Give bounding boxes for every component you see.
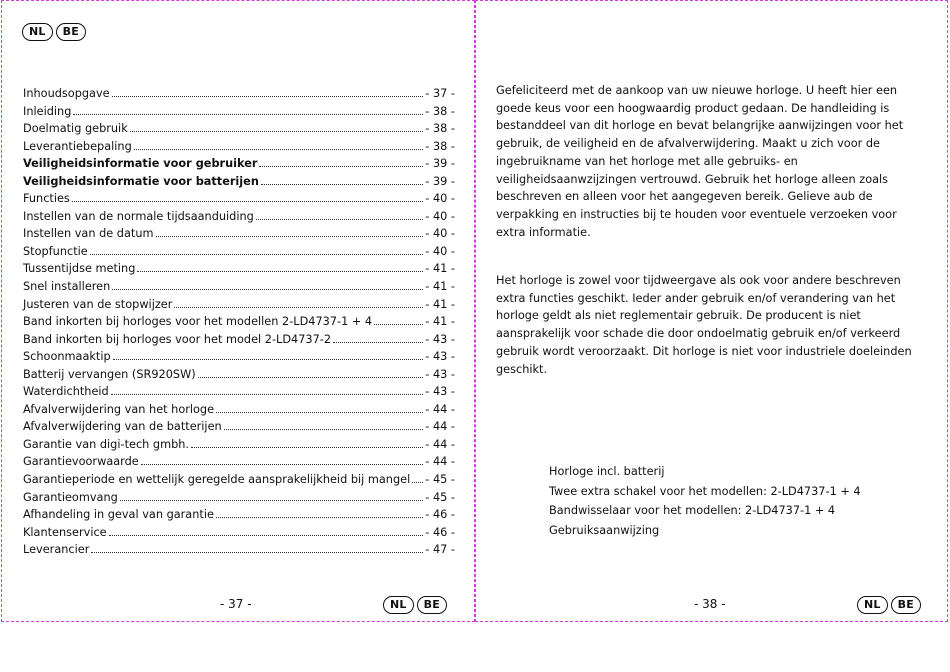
toc-entry-title: Justeren van de stopwijzer xyxy=(23,297,173,311)
toc-entry-title: Inhoudsopgave xyxy=(23,87,110,100)
toc-entry-page: - 40 - xyxy=(425,209,455,223)
toc-entry xyxy=(23,298,455,316)
toc-entry-title: Leverantiebepaling xyxy=(23,139,132,153)
toc-leader-dots xyxy=(198,377,424,378)
toc-entry-page: - 38 - xyxy=(425,139,455,153)
intro-paragraph: Gefeliciteerd met de aankoop van uw nieuwe horloge. U heeft hier een goede keus voor een hoogwaardig product gedaan. De handleiding is bestanddeel van dit horloge en bevat belangrijke aanwijzingen voor het gebruik, de veiligheid en de afvalverwijdering. Maakt u zich voor de ingebruikname van het horloge met alle gebruiks- en veiligheidsaanwzijzingen vertrouwd. Gebruik het horloge alleen zoals beschreven en alleen voor het aangegeven bereik. Gelieve aub de verpakking en instructies bij te houden voor eventuele verzoeken voor extra informatie. xyxy=(496,84,904,239)
list-item: Bandwisselaar voor het modellen: 2-LD4737-1 + 4 xyxy=(549,504,836,517)
language-badge-nl: NL xyxy=(383,596,414,614)
toc-entry-page: - 41 - xyxy=(425,280,455,294)
toc-entry-page: - 41 - xyxy=(425,262,455,276)
package-contents-list xyxy=(549,462,861,540)
page-number-right: - 38 - xyxy=(694,597,726,611)
toc-entry-page: - 45 - xyxy=(425,490,455,504)
toc-entry xyxy=(23,350,455,368)
toc-entry xyxy=(23,105,455,123)
toc-entry-page: - 39 - xyxy=(425,157,455,171)
toc-entry xyxy=(23,227,455,245)
toc-entry-title: Garantie van digi-tech gmbh. xyxy=(23,437,190,451)
toc-leader-dots xyxy=(224,429,424,430)
toc-leader-dots xyxy=(333,342,423,343)
toc-entry xyxy=(23,508,455,526)
language-badge-nl: NL xyxy=(857,596,888,614)
toc-entry-page: - 45 - xyxy=(425,473,455,487)
toc-leader-dots xyxy=(259,166,423,167)
toc-leader-dots xyxy=(137,271,423,272)
language-badges-top xyxy=(22,23,86,41)
toc-entry-page: - 41 - xyxy=(425,315,455,329)
toc-entry xyxy=(23,280,455,298)
toc-entry xyxy=(23,192,455,210)
toc-entry-title: Afhandeling in geval van garantie xyxy=(23,508,214,522)
usage-paragraph: Het horloge is zowel voor tijdweergave als ook voor andere beschreven extra functies geschikt. Ieder ander gebruik en/of verandering van het horloge geldt als niet reglementair gebruik. De producent is niet aansprakelijk voor schade die door ondoelmatig gebruik en/of verkeerd gebruik wordt veroorzaakt. Dit horloge is niet voor industriele doeleinden geschikt. xyxy=(496,274,912,376)
toc-entry-page: - 40 - xyxy=(425,227,455,241)
toc-leader-dots xyxy=(156,236,424,237)
toc-entry xyxy=(23,262,455,280)
toc-entry-page: - 46 - xyxy=(425,508,455,522)
toc-leader-dots xyxy=(90,254,424,255)
language-badge-be: BE xyxy=(891,596,921,614)
toc-leader-dots xyxy=(73,114,423,115)
toc-entry xyxy=(23,403,455,421)
left-page xyxy=(1,0,475,622)
toc-entry-title: Band inkorten bij horloges voor het modellen 2-LD4737-1 + 4 xyxy=(23,315,373,329)
toc-entry xyxy=(23,122,455,140)
toc-entry xyxy=(23,473,455,491)
toc-entry-title: Inleiding xyxy=(23,104,72,118)
toc-entry xyxy=(23,438,455,456)
toc-entry-title: Klantenservice xyxy=(23,525,107,539)
toc-leader-dots xyxy=(112,289,423,290)
toc-leader-dots xyxy=(134,149,424,150)
toc-entry-page: - 40 - xyxy=(425,244,455,258)
toc-leader-dots xyxy=(120,500,424,501)
toc-entry xyxy=(23,140,455,158)
toc-entry-title: Batterij vervangen (SR920SW) xyxy=(23,367,196,381)
toc-leader-dots xyxy=(130,131,424,132)
toc-entry-page: - 41 - xyxy=(425,297,455,311)
toc-entry-page: - 39 - xyxy=(425,174,455,188)
toc-entry-title: Leverancier xyxy=(23,543,90,557)
toc-leader-dots xyxy=(216,517,423,518)
toc-entry xyxy=(23,420,455,438)
language-badges-footer-left xyxy=(383,596,447,614)
toc-entry-page: - 47 - xyxy=(425,543,455,557)
toc-entry-title: Afvalverwijdering van de batterijen xyxy=(23,420,222,434)
toc-entry-title: Instellen van de normale tijdsaanduiding xyxy=(23,209,254,223)
toc-entry-page: - 40 - xyxy=(425,192,455,206)
toc-leader-dots xyxy=(216,412,423,413)
right-page xyxy=(475,0,948,622)
page-number-left: - 37 - xyxy=(220,597,252,611)
toc-entry-title: Stopfunctie xyxy=(23,244,88,258)
toc-entry xyxy=(23,175,455,193)
toc-entry-page: - 38 - xyxy=(425,104,455,118)
toc-leader-dots xyxy=(256,219,423,220)
toc-entry-page: - 43 - xyxy=(425,367,455,381)
toc-leader-dots xyxy=(111,394,424,395)
toc-entry xyxy=(23,87,455,105)
language-badge-nl: NL xyxy=(22,23,53,41)
language-badge-be: BE xyxy=(56,23,86,41)
toc-entry xyxy=(23,157,455,175)
toc-entry xyxy=(23,455,455,473)
toc-entry-title: Garantieomvang xyxy=(23,490,118,504)
toc-entry xyxy=(23,315,455,333)
toc-leader-dots xyxy=(112,96,424,97)
toc-entry-title: Waterdichtheid xyxy=(23,385,109,399)
toc-entry-page: - 44 - xyxy=(425,402,455,416)
list-item: Gebruiksaanwijzing xyxy=(549,523,660,537)
toc-entry-page: - 46 - xyxy=(425,525,455,539)
toc-entry-page: - 37 - xyxy=(425,87,455,100)
toc-entry xyxy=(23,543,455,561)
toc-entry-title: Doelmatig gebruik xyxy=(23,122,128,136)
toc-entry-page: - 43 - xyxy=(425,332,455,346)
toc-leader-dots xyxy=(91,552,423,553)
toc-entry-title: Garantieperiode en wettelijk geregelde aansprakelijkheid bij mangel xyxy=(23,473,411,487)
toc-leader-dots xyxy=(374,324,423,325)
toc-leader-dots xyxy=(113,359,424,360)
toc-leader-dots xyxy=(191,447,423,448)
toc-entry-title: Schoonmaaktip xyxy=(23,350,111,364)
toc-entry-page: - 43 - xyxy=(425,385,455,399)
toc-leader-dots xyxy=(72,201,423,202)
language-badge-be: BE xyxy=(417,596,447,614)
toc-entry xyxy=(23,385,455,403)
toc-entry-title: Instellen van de datum xyxy=(23,227,154,241)
language-badges-footer-right xyxy=(857,596,921,614)
toc-entry-page: - 43 - xyxy=(425,350,455,364)
toc-leader-dots xyxy=(261,184,423,185)
toc-entry-page: - 38 - xyxy=(425,122,455,136)
toc-entry-title: Garantievoorwaarde xyxy=(23,455,139,469)
toc-entry-title: Veiligheidsinformatie voor gebruiker xyxy=(23,157,258,171)
toc-leader-dots xyxy=(141,464,424,465)
toc-entry-page: - 44 - xyxy=(425,437,455,451)
toc-entry-page: - 44 - xyxy=(425,420,455,434)
toc-entry-title: Tussentijdse meting xyxy=(23,262,136,276)
toc-entry xyxy=(23,333,455,351)
toc-entry xyxy=(23,526,455,544)
list-item: Horloge incl. batterij xyxy=(549,465,665,478)
toc-leader-dots xyxy=(412,482,423,483)
toc-entry-title: Band inkorten bij horloges voor het model 2-LD4737-2 xyxy=(23,332,332,346)
toc-leader-dots xyxy=(109,535,424,536)
toc-entry xyxy=(23,368,455,386)
list-item: Twee extra schakel voor het modellen: 2-LD4737-1 + 4 xyxy=(549,484,861,498)
toc-entry-title: Afvalverwijdering van het horloge xyxy=(23,402,215,416)
toc-entry xyxy=(23,491,455,509)
toc-entry-title: Functies xyxy=(23,192,70,206)
table-of-contents xyxy=(23,87,455,561)
toc-entry-title: Veiligheidsinformatie voor batterijen xyxy=(23,174,259,188)
toc-entry-title: Snel installeren xyxy=(23,280,111,294)
toc-entry xyxy=(23,245,455,263)
toc-entry xyxy=(23,210,455,228)
toc-entry-page: - 44 - xyxy=(425,455,455,469)
toc-leader-dots xyxy=(174,307,423,308)
